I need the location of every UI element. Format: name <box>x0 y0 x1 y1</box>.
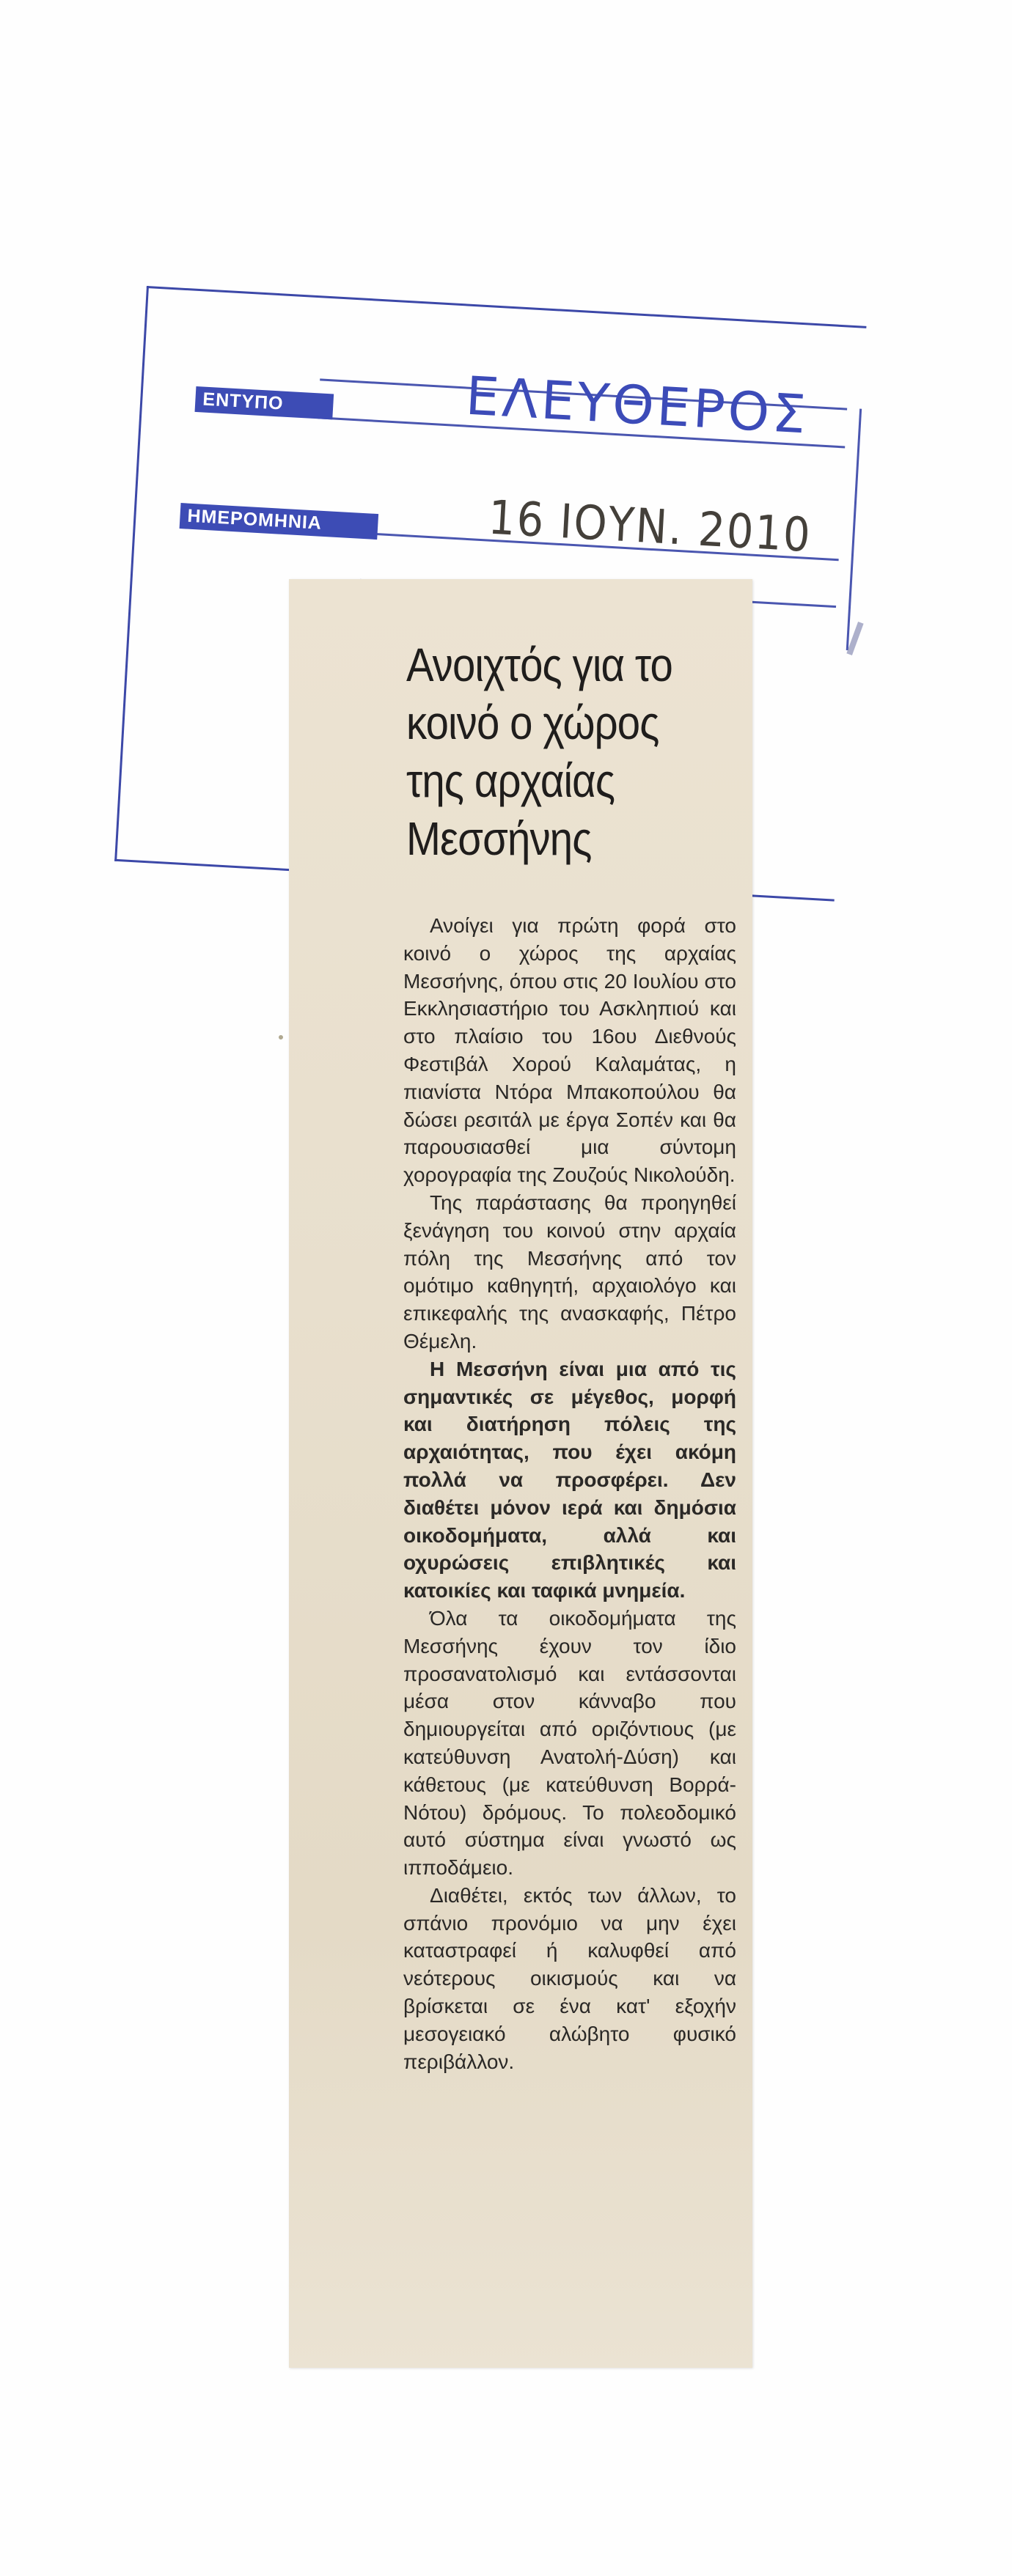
stamp-date: 16 ΙΟΥΝ. 2010 <box>486 490 813 564</box>
stamp-border-right <box>846 409 862 651</box>
article-paragraph: Ανοίγει για πρώτη φορά στο κοινό ο χώρος της αρχαίας Μεσσήνης, όπου στις 20 Ιουλίου στο Εκκλησιαστήριο του Ασκληπιού και στο πλαίσιο του 16ου Διεθνούς Φεστιβάλ Χορού Καλαμάτας, η πιανίστα Ντόρα Μπακοπούλου θα δώσει ρεσιτάλ με έργα Σοπέν και θα παρουσιασθεί μια σύντομη χορογραφία της Ζουζούς Νικολούδη. <box>403 914 736 1187</box>
entypo-label: ΕΝΤΥΠΟ <box>195 386 334 419</box>
article-body <box>403 912 736 2075</box>
article-paragraph: Η Μεσσήνη είναι μια από τις σημαντικές σε μέγεθος, μορφή και διατήρηση πόλεις της αρχαιότητας, που έχει ακόμη πολλά να προσφέρει. Δεν διαθέτει μόνον ιερά και δημόσια οικοδομήματα, αλλά και οχυρώσεις επιβλητικές και κατοικίες και ταφικά μνημεία. <box>403 1357 736 1602</box>
stray-dot <box>279 1035 283 1039</box>
article-paragraph: Διαθέτει, εκτός των άλλων, το σπάνιο προνόμιο να μην έχει καταστραφεί ή καλυφθεί από νεότερους οικισμούς και να βρίσκεται σε ένα κατ' εξοχήν μεσογειακό αλώβητο φυσικό περιβάλλον. <box>403 1883 736 2073</box>
article-headline: Ανοιχτός για το κοινό ο χώρος της αρχαίας Μεσσήνης <box>406 639 672 865</box>
article-paragraph: Όλα τα οικοδομήματα της Μεσσήνης έχουν τον ίδιο προσανατολισμό και εντάσσονται μέσα στον κάνναβο που δημιουργείται από οριζόντιους (με κατεύθυνση Ανατολή-Δύση) και κάθετους (με κατεύθυνση Βορρά-Νότου) δρόμους. Το πολεοδομικό αυτό σύστημα είναι γνωστό ως ιπποδάμειο. <box>403 1606 736 1880</box>
date-label: ΗΜΕΡΟΜΗΝΙΑ <box>180 503 379 540</box>
article-paragraph: Της παράστασης θα προηγηθεί ξενάγηση του κοινού στην αρχαία πόλη της Μεσσήνης από τον ομότιμο καθηγητή, αρχαιολόγο και επικεφαλής της ανασκαφής, Πέτρο Θέμελη. <box>403 1191 736 1353</box>
newspaper-clipping <box>289 579 752 2368</box>
publication-name: ΕΛΕΥΘΕΡΟΣ <box>463 364 810 446</box>
